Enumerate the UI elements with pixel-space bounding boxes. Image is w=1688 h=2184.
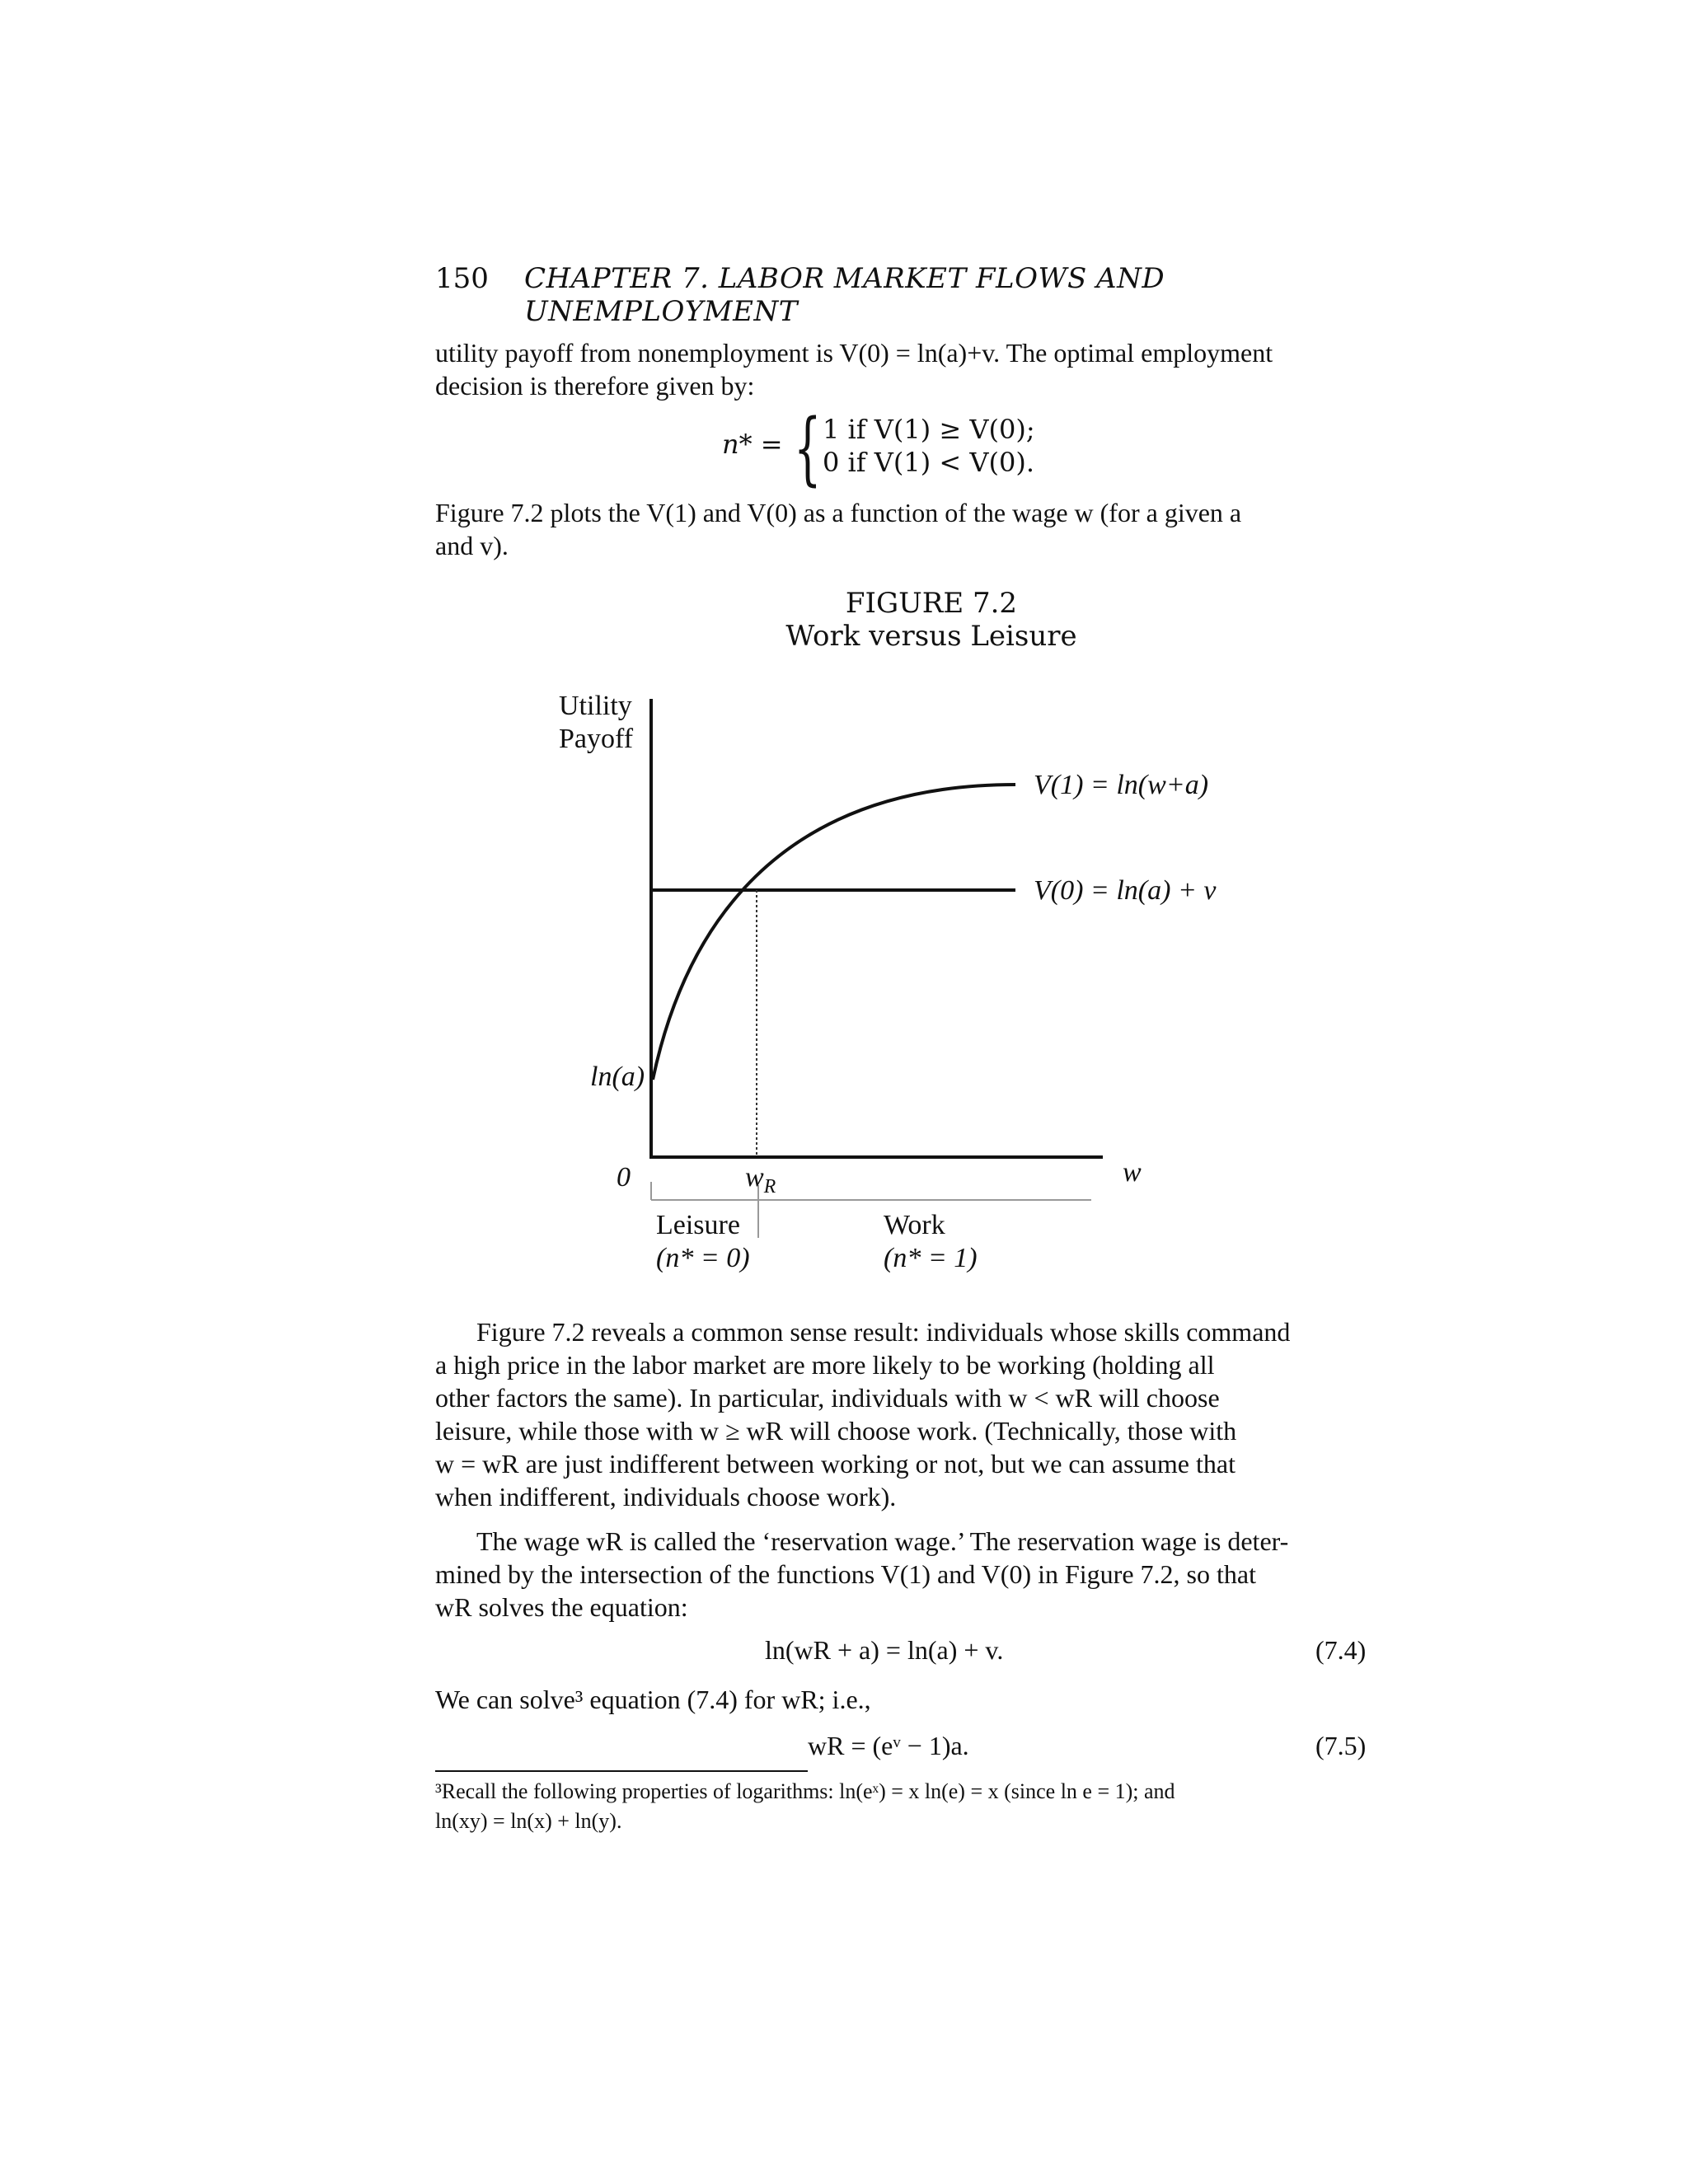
body-p1-line-6: when indifferent, individuals choose work). bbox=[435, 1482, 897, 1511]
ln-a-label: ln(a) bbox=[590, 1062, 645, 1092]
intro-line-1: utility payoff from nonemployment is V(0) = ln(a)+v. The optimal employment bbox=[435, 338, 1273, 368]
v1-curve bbox=[653, 785, 1015, 1080]
body-p1-line-5: w = wR are just indifferent between working or not, but we can assume that bbox=[435, 1449, 1236, 1479]
body-p1-line-2: a high price in the labor market are more likely to be working (holding all bbox=[435, 1350, 1215, 1380]
body-p1-line-1: Figure 7.2 reveals a common sense result: individuals whose skills command bbox=[476, 1317, 1291, 1347]
body-p2-line-3: wR solves the equation: bbox=[435, 1592, 688, 1622]
w-axis-label: w bbox=[1123, 1157, 1142, 1188]
work-sub-label: (n* = 1) bbox=[884, 1243, 978, 1273]
page-number: 150 bbox=[435, 262, 489, 295]
footnote-line-2: ln(xy) = ln(x) + ln(y). bbox=[435, 1809, 622, 1833]
cases-lhs: n* = bbox=[722, 429, 783, 460]
body-p1-line-3: other factors the same). In particular, individuals with w < wR will choose bbox=[435, 1383, 1220, 1413]
footnote bbox=[435, 1777, 1370, 1836]
footnote-rule bbox=[435, 1770, 808, 1772]
y-axis-label-1: Utility bbox=[559, 691, 632, 721]
v1-label: V(1) = ln(w+a) bbox=[1034, 770, 1209, 800]
equation-7-4-number: (7.4) bbox=[1315, 1635, 1367, 1665]
figure-intro-line-1: Figure 7.2 plots the V(1) and V(0) as a function of the wage w (for a given a bbox=[435, 498, 1242, 527]
origin-label: 0 bbox=[617, 1162, 631, 1193]
solve-line: We can solve³ equation (7.4) for wR; i.e., bbox=[435, 1685, 871, 1714]
leisure-label: Leisure bbox=[656, 1210, 740, 1240]
figure-intro-line-2: and v). bbox=[435, 531, 509, 560]
equation-7-5: wR = (eᵛ − 1)a. bbox=[808, 1731, 969, 1760]
y-axis-label-2: Payoff bbox=[559, 724, 634, 754]
cases-brace: { bbox=[794, 402, 822, 494]
figure-label: FIGURE 7.2 bbox=[845, 587, 1018, 620]
leisure-sub-label: (n* = 0) bbox=[656, 1243, 750, 1273]
intro-line-2: decision is therefore given by: bbox=[435, 371, 755, 401]
equation-7-4: ln(wR + a) = ln(a) + v. bbox=[765, 1635, 1004, 1665]
body-p2-line-2: mined by the intersection of the functions V(1) and V(0) in Figure 7.2, so that bbox=[435, 1559, 1256, 1589]
footnote-line-1: ³Recall the following properties of logarithms: ln(eˣ) = x ln(e) = x (since ln e = 1); and bbox=[435, 1779, 1175, 1803]
chapter-title: CHAPTER 7. LABOR MARKET FLOWS AND UNEMPLOYMENT bbox=[524, 262, 1165, 328]
wr-label: $w_R$ bbox=[745, 1162, 776, 1197]
figure-title: Work versus Leisure bbox=[785, 620, 1077, 653]
v0-label: V(0) = ln(a) + v bbox=[1034, 875, 1217, 906]
cases-row-2: 0 if V(1) < V(0). bbox=[823, 447, 1034, 478]
body-p2-line-1: The wage wR is called the ‘reservation wage.’ The reservation wage is deter- bbox=[476, 1526, 1289, 1556]
equation-7-5-number: (7.5) bbox=[1315, 1731, 1367, 1760]
work-label: Work bbox=[884, 1210, 945, 1240]
cases-row-1: 1 if V(1) ≥ V(0); bbox=[823, 414, 1035, 445]
body-p1-line-4: leisure, while those with w ≥ wR will choose work. (Technically, those with bbox=[435, 1416, 1237, 1446]
